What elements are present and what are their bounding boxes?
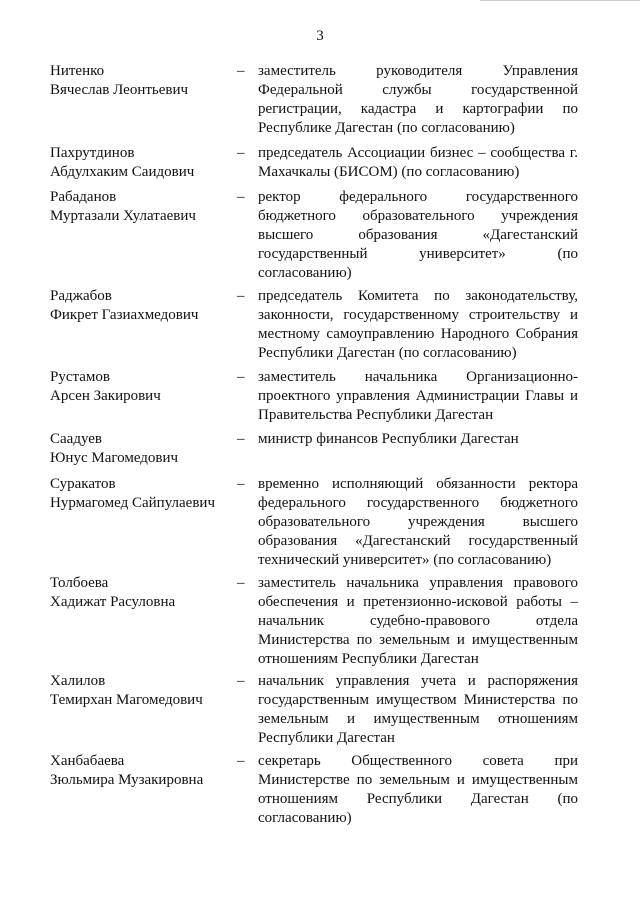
person-name bbox=[50, 574, 240, 612]
given-name: Темирхан Магомедович bbox=[50, 692, 203, 708]
person-name bbox=[50, 475, 240, 513]
surname: Пахрутдинов bbox=[50, 145, 135, 161]
position-text: министр финансов Республики Дагестан bbox=[258, 431, 519, 447]
dash: – bbox=[237, 145, 245, 161]
position-text: председатель Ассоциации бизнес – сообщества г. Махачкалы (БИСОМ) (по согласованию) bbox=[258, 145, 578, 180]
dash: – bbox=[237, 369, 245, 385]
surname: Толбоева bbox=[50, 575, 109, 591]
person-name bbox=[50, 368, 240, 406]
position-text: секретарь Общественного совета при Министерстве по земельным и имущественным отношениям Республики Дагестан (по согласованию) bbox=[258, 753, 578, 826]
surname: Раджабов bbox=[50, 288, 112, 304]
position-text: временно исполняющий обязанности ректора федерального государственного бюджетного образовательного учреждения высшего образования «Дагестанский государственный технический университет» (по согласованию) bbox=[258, 476, 578, 568]
surname: Саадуев bbox=[50, 431, 102, 447]
given-name: Муртазали Хулатаевич bbox=[50, 208, 196, 224]
page-number: 3 bbox=[316, 28, 324, 44]
position-text: заместитель начальника Организационно-проектного управления Администрации Главы и Правительства Республики Дагестан bbox=[258, 369, 578, 423]
dash: – bbox=[237, 431, 245, 447]
dash: – bbox=[237, 673, 245, 689]
surname: Нитенко bbox=[50, 63, 105, 79]
given-name: Нурмагомед Сайпулаевич bbox=[50, 495, 215, 511]
surname: Рустамов bbox=[50, 369, 110, 385]
dash: – bbox=[237, 63, 245, 79]
surname: Рабаданов bbox=[50, 189, 117, 205]
dash: – bbox=[237, 288, 245, 304]
given-name: Арсен Закирович bbox=[50, 388, 161, 404]
surname: Суракатов bbox=[50, 476, 116, 492]
dash: – bbox=[237, 189, 245, 205]
person-name bbox=[50, 287, 240, 325]
person-name bbox=[50, 430, 240, 468]
surname: Халилов bbox=[50, 673, 106, 689]
given-name: Хадижат Расуловна bbox=[50, 594, 176, 610]
position-text: начальник управления учета и распоряжения государственным имуществом Министерства по земельным и имущественным отношениям Республики Дагестан bbox=[258, 673, 578, 746]
top-edge-rule bbox=[480, 0, 640, 1]
given-name: Зюльмира Музакировна bbox=[50, 772, 204, 788]
position-text: председатель Комитета по законодательству, законности, государственному строительству и местному самоуправлению Народного Собрания Республики Дагестан (по согласованию) bbox=[258, 288, 578, 361]
dash: – bbox=[237, 575, 245, 591]
person-name bbox=[50, 672, 240, 710]
given-name: Абдулхаким Саидович bbox=[50, 164, 195, 180]
position-text: заместитель руководителя Управления Федеральной службы государственной регистрации, кадастра и картографии по Республике Дагестан (по согласованию) bbox=[258, 63, 578, 136]
dash: – bbox=[237, 476, 245, 492]
person-name bbox=[50, 144, 240, 182]
given-name: Юнус Магомедович bbox=[50, 450, 179, 466]
surname: Ханбабаева bbox=[50, 753, 125, 769]
dash: – bbox=[237, 753, 245, 769]
given-name: Фикрет Газиахмедович bbox=[50, 307, 199, 323]
person-name bbox=[50, 188, 240, 226]
given-name: Вячеслав Леонтьевич bbox=[50, 82, 189, 98]
person-name bbox=[50, 752, 240, 790]
position-text: заместитель начальника управления правового обеспечения и претензионно-исковой работы – начальник судебно-правового отдела Министерства по земельным и имущественным отношениям Республики Дагестан bbox=[258, 575, 578, 667]
person-name bbox=[50, 62, 240, 100]
position-text: ректор федерального государственного бюджетного образовательного учреждения высшего образования «Дагестанский государственный университет» (по согласованию) bbox=[258, 189, 578, 281]
